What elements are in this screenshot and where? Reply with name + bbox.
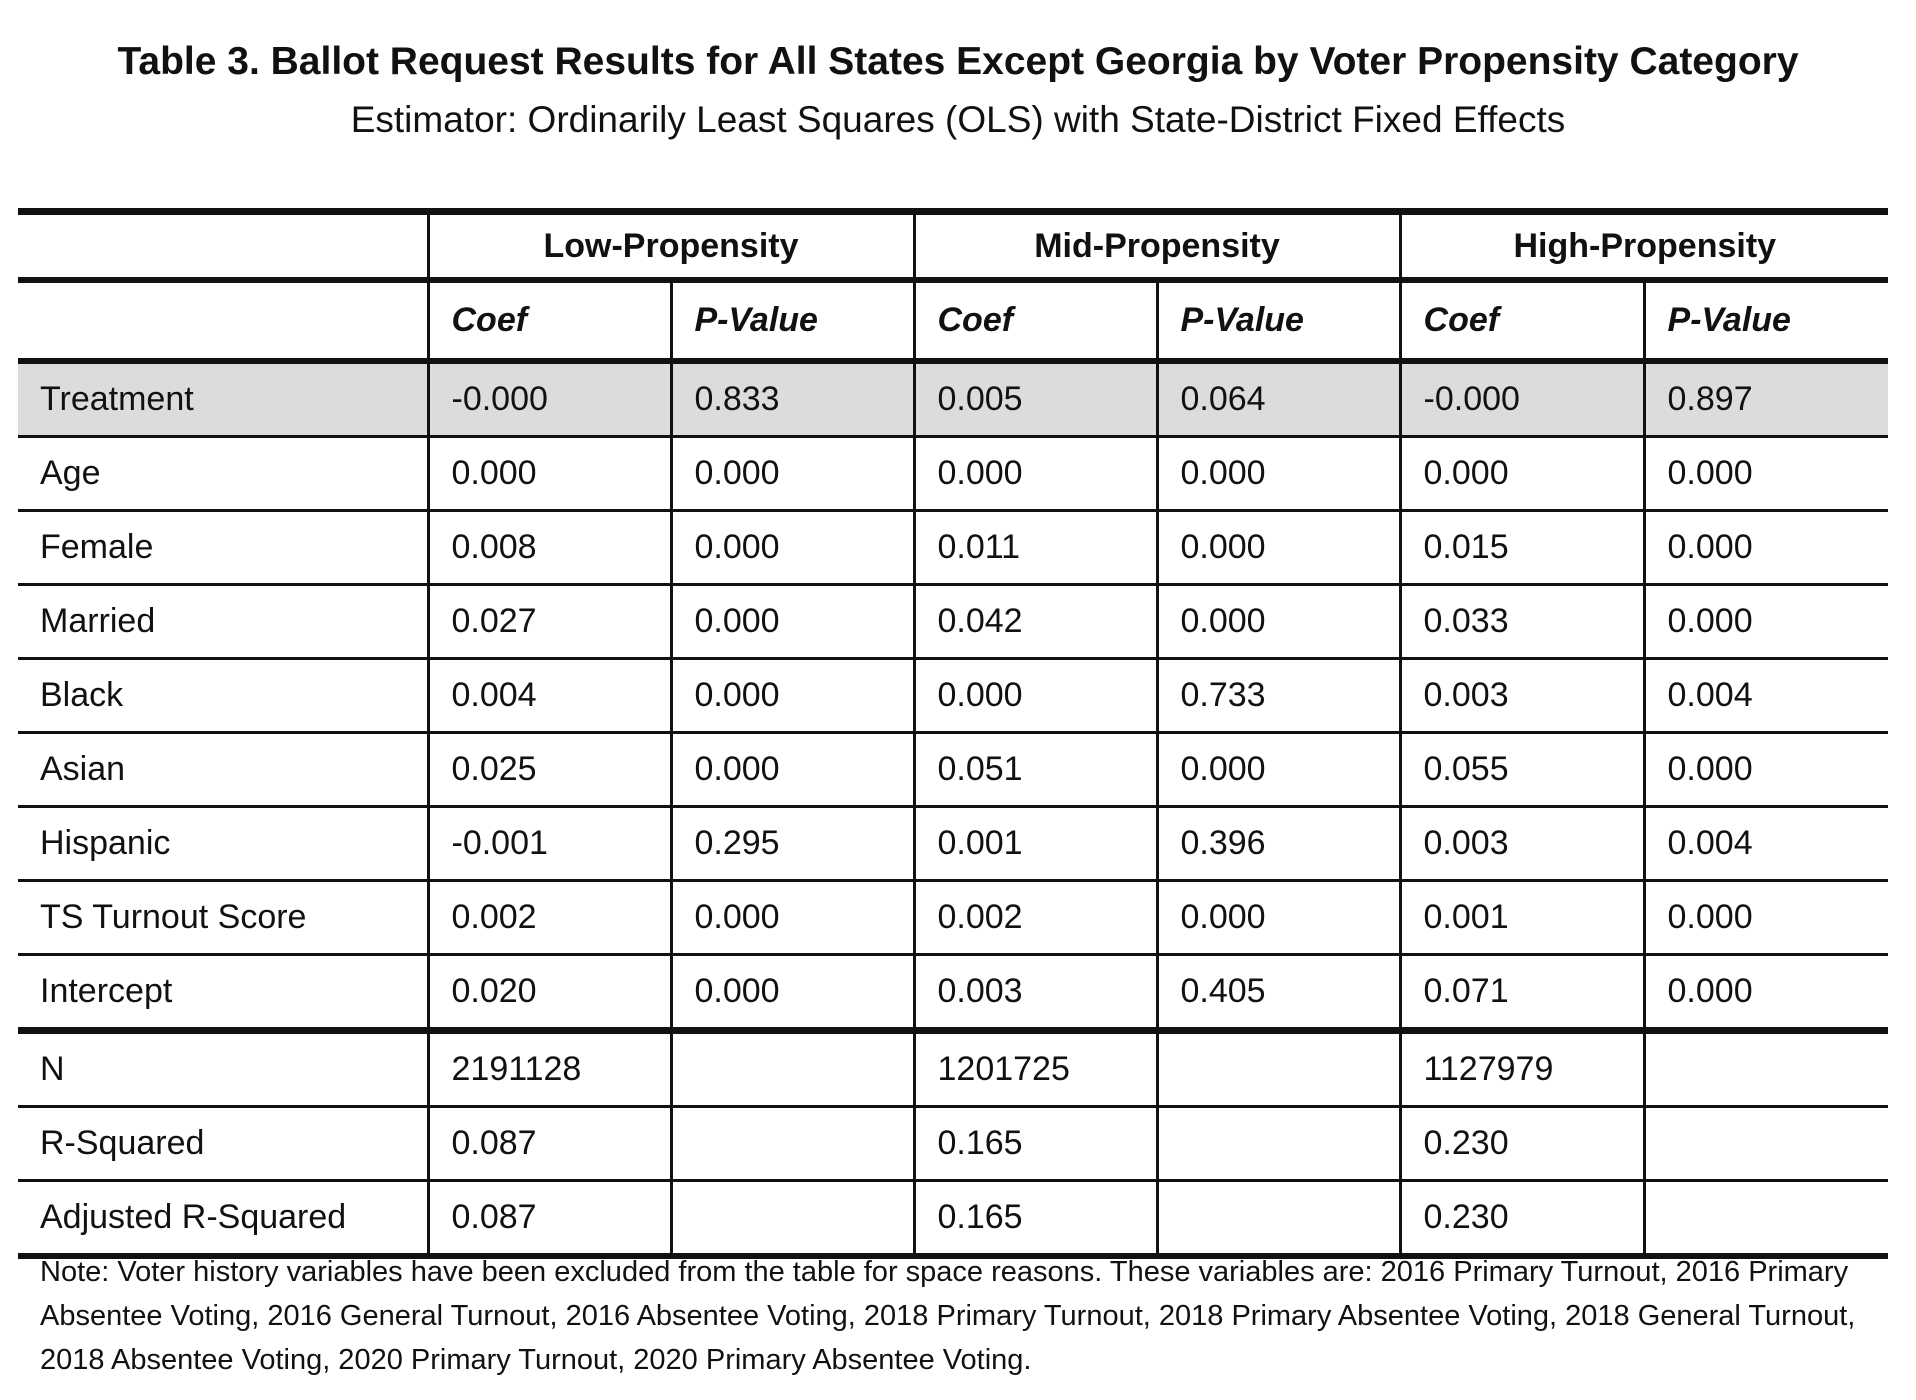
cell: 0.001 — [914, 807, 1157, 881]
cell: 0.833 — [671, 361, 914, 437]
corner-cell — [18, 280, 428, 361]
pvalue-header: P-Value — [671, 280, 914, 361]
table-row-treatment — [18, 361, 1888, 437]
cell: 0.004 — [1644, 807, 1888, 881]
empty-cell — [671, 1107, 914, 1181]
subheader-row — [18, 280, 1888, 361]
empty-cell — [1644, 1031, 1888, 1107]
row-label: Hispanic — [18, 807, 428, 881]
regression-table — [18, 208, 1888, 1259]
cell: 0.230 — [1400, 1107, 1644, 1181]
coef-header: Coef — [428, 280, 671, 361]
cell: 0.042 — [914, 585, 1157, 659]
cell: -0.000 — [428, 361, 671, 437]
group-header-low: Low-Propensity — [428, 212, 914, 281]
cell: 0.020 — [428, 955, 671, 1031]
cell: 0.002 — [914, 881, 1157, 955]
cell: 0.000 — [1644, 955, 1888, 1031]
cell: 1127979 — [1400, 1031, 1644, 1107]
coef-header: Coef — [1400, 280, 1644, 361]
cell: 0.003 — [1400, 807, 1644, 881]
cell: 1201725 — [914, 1031, 1157, 1107]
table-row-intercept — [18, 955, 1888, 1031]
group-header-mid: Mid-Propensity — [914, 212, 1400, 281]
cell: 0.011 — [914, 511, 1157, 585]
empty-cell — [1644, 1107, 1888, 1181]
table-row-n — [18, 1031, 1888, 1107]
cell: 0.087 — [428, 1181, 671, 1257]
cell: 0.733 — [1157, 659, 1400, 733]
cell: 0.000 — [671, 511, 914, 585]
cell: 0.015 — [1400, 511, 1644, 585]
cell: 0.027 — [428, 585, 671, 659]
cell: 0.000 — [671, 437, 914, 511]
pvalue-header: P-Value — [1644, 280, 1888, 361]
table-row-asian — [18, 733, 1888, 807]
cell: 0.005 — [914, 361, 1157, 437]
empty-cell — [1644, 1181, 1888, 1257]
table-title: Table 3. Ballot Request Results for All States Except Georgia by Voter Propensity Category — [117, 40, 1799, 83]
cell: 0.000 — [428, 437, 671, 511]
row-label: R-Squared — [18, 1107, 428, 1181]
cell: 0.051 — [914, 733, 1157, 807]
pvalue-header: P-Value — [1157, 280, 1400, 361]
cell: 0.000 — [1157, 437, 1400, 511]
cell: 0.008 — [428, 511, 671, 585]
cell: 0.000 — [1157, 511, 1400, 585]
cell: 0.405 — [1157, 955, 1400, 1031]
cell: 0.897 — [1644, 361, 1888, 437]
cell: 0.000 — [671, 733, 914, 807]
cell: 0.000 — [671, 881, 914, 955]
cell: -0.001 — [428, 807, 671, 881]
cell: 0.000 — [671, 659, 914, 733]
cell: 0.002 — [428, 881, 671, 955]
cell: -0.000 — [1400, 361, 1644, 437]
table-row-r-squared — [18, 1107, 1888, 1181]
table-subtitle: Estimator: Ordinarily Least Squares (OLS) with State-District Fixed Effects — [350, 99, 1566, 140]
cell: 0.000 — [671, 955, 914, 1031]
cell: 0.000 — [914, 437, 1157, 511]
empty-cell — [671, 1031, 914, 1107]
cell: 0.001 — [1400, 881, 1644, 955]
row-label: Asian — [18, 733, 428, 807]
table-row-adjusted-r-squared — [18, 1181, 1888, 1257]
cell: 0.000 — [1157, 733, 1400, 807]
table-row-age — [18, 437, 1888, 511]
cell: 0.396 — [1157, 807, 1400, 881]
empty-cell — [1157, 1181, 1400, 1257]
table-row-female — [18, 511, 1888, 585]
group-header-row — [18, 212, 1888, 281]
cell: 0.000 — [1400, 437, 1644, 511]
cell: 0.000 — [1157, 881, 1400, 955]
row-label: TS Turnout Score — [18, 881, 428, 955]
row-label: Intercept — [18, 955, 428, 1031]
cell: 0.000 — [1644, 585, 1888, 659]
cell: 0.004 — [1644, 659, 1888, 733]
cell: 0.064 — [1157, 361, 1400, 437]
row-label: Black — [18, 659, 428, 733]
row-label: N — [18, 1031, 428, 1107]
table-row-black — [18, 659, 1888, 733]
cell: 0.000 — [1644, 881, 1888, 955]
corner-cell — [18, 212, 428, 281]
table-row-ts-turnout-score — [18, 881, 1888, 955]
row-label: Treatment — [18, 361, 428, 437]
table-row-hispanic — [18, 807, 1888, 881]
cell: 0.165 — [914, 1181, 1157, 1257]
cell: 0.000 — [1157, 585, 1400, 659]
row-label: Married — [18, 585, 428, 659]
cell: 0.295 — [671, 807, 914, 881]
empty-cell — [1157, 1031, 1400, 1107]
row-label: Age — [18, 437, 428, 511]
cell: 0.033 — [1400, 585, 1644, 659]
cell: 0.071 — [1400, 955, 1644, 1031]
cell: 0.087 — [428, 1107, 671, 1181]
cell: 2191128 — [428, 1031, 671, 1107]
row-label: Female — [18, 511, 428, 585]
cell: 0.000 — [914, 659, 1157, 733]
empty-cell — [671, 1181, 914, 1257]
cell: 0.000 — [1644, 511, 1888, 585]
empty-cell — [1157, 1107, 1400, 1181]
cell: 0.165 — [914, 1107, 1157, 1181]
table-caption — [0, 36, 1916, 146]
cell: 0.230 — [1400, 1181, 1644, 1257]
row-label: Adjusted R-Squared — [18, 1181, 428, 1257]
cell: 0.003 — [914, 955, 1157, 1031]
coef-header: Coef — [914, 280, 1157, 361]
table-row-married — [18, 585, 1888, 659]
cell: 0.000 — [1644, 733, 1888, 807]
group-header-high: High-Propensity — [1400, 212, 1888, 281]
table-note: Note: Voter history variables have been excluded from the table for space reasons. These variables are: 2016 Primary Turnout, 2016 Primary Absentee Voting, 2016 General Turnout, 2016 Absentee Voting, 2018 Primary Turnout, 2018 Primary Absentee Voting, 2018 General Turnout, 2018 Absentee Voting, 2020 Primary Turnout, 2020 Primary Absentee Voting. — [40, 1256, 1856, 1376]
cell: 0.055 — [1400, 733, 1644, 807]
cell: 0.003 — [1400, 659, 1644, 733]
cell: 0.000 — [671, 585, 914, 659]
cell: 0.004 — [428, 659, 671, 733]
cell: 0.025 — [428, 733, 671, 807]
cell: 0.000 — [1644, 437, 1888, 511]
